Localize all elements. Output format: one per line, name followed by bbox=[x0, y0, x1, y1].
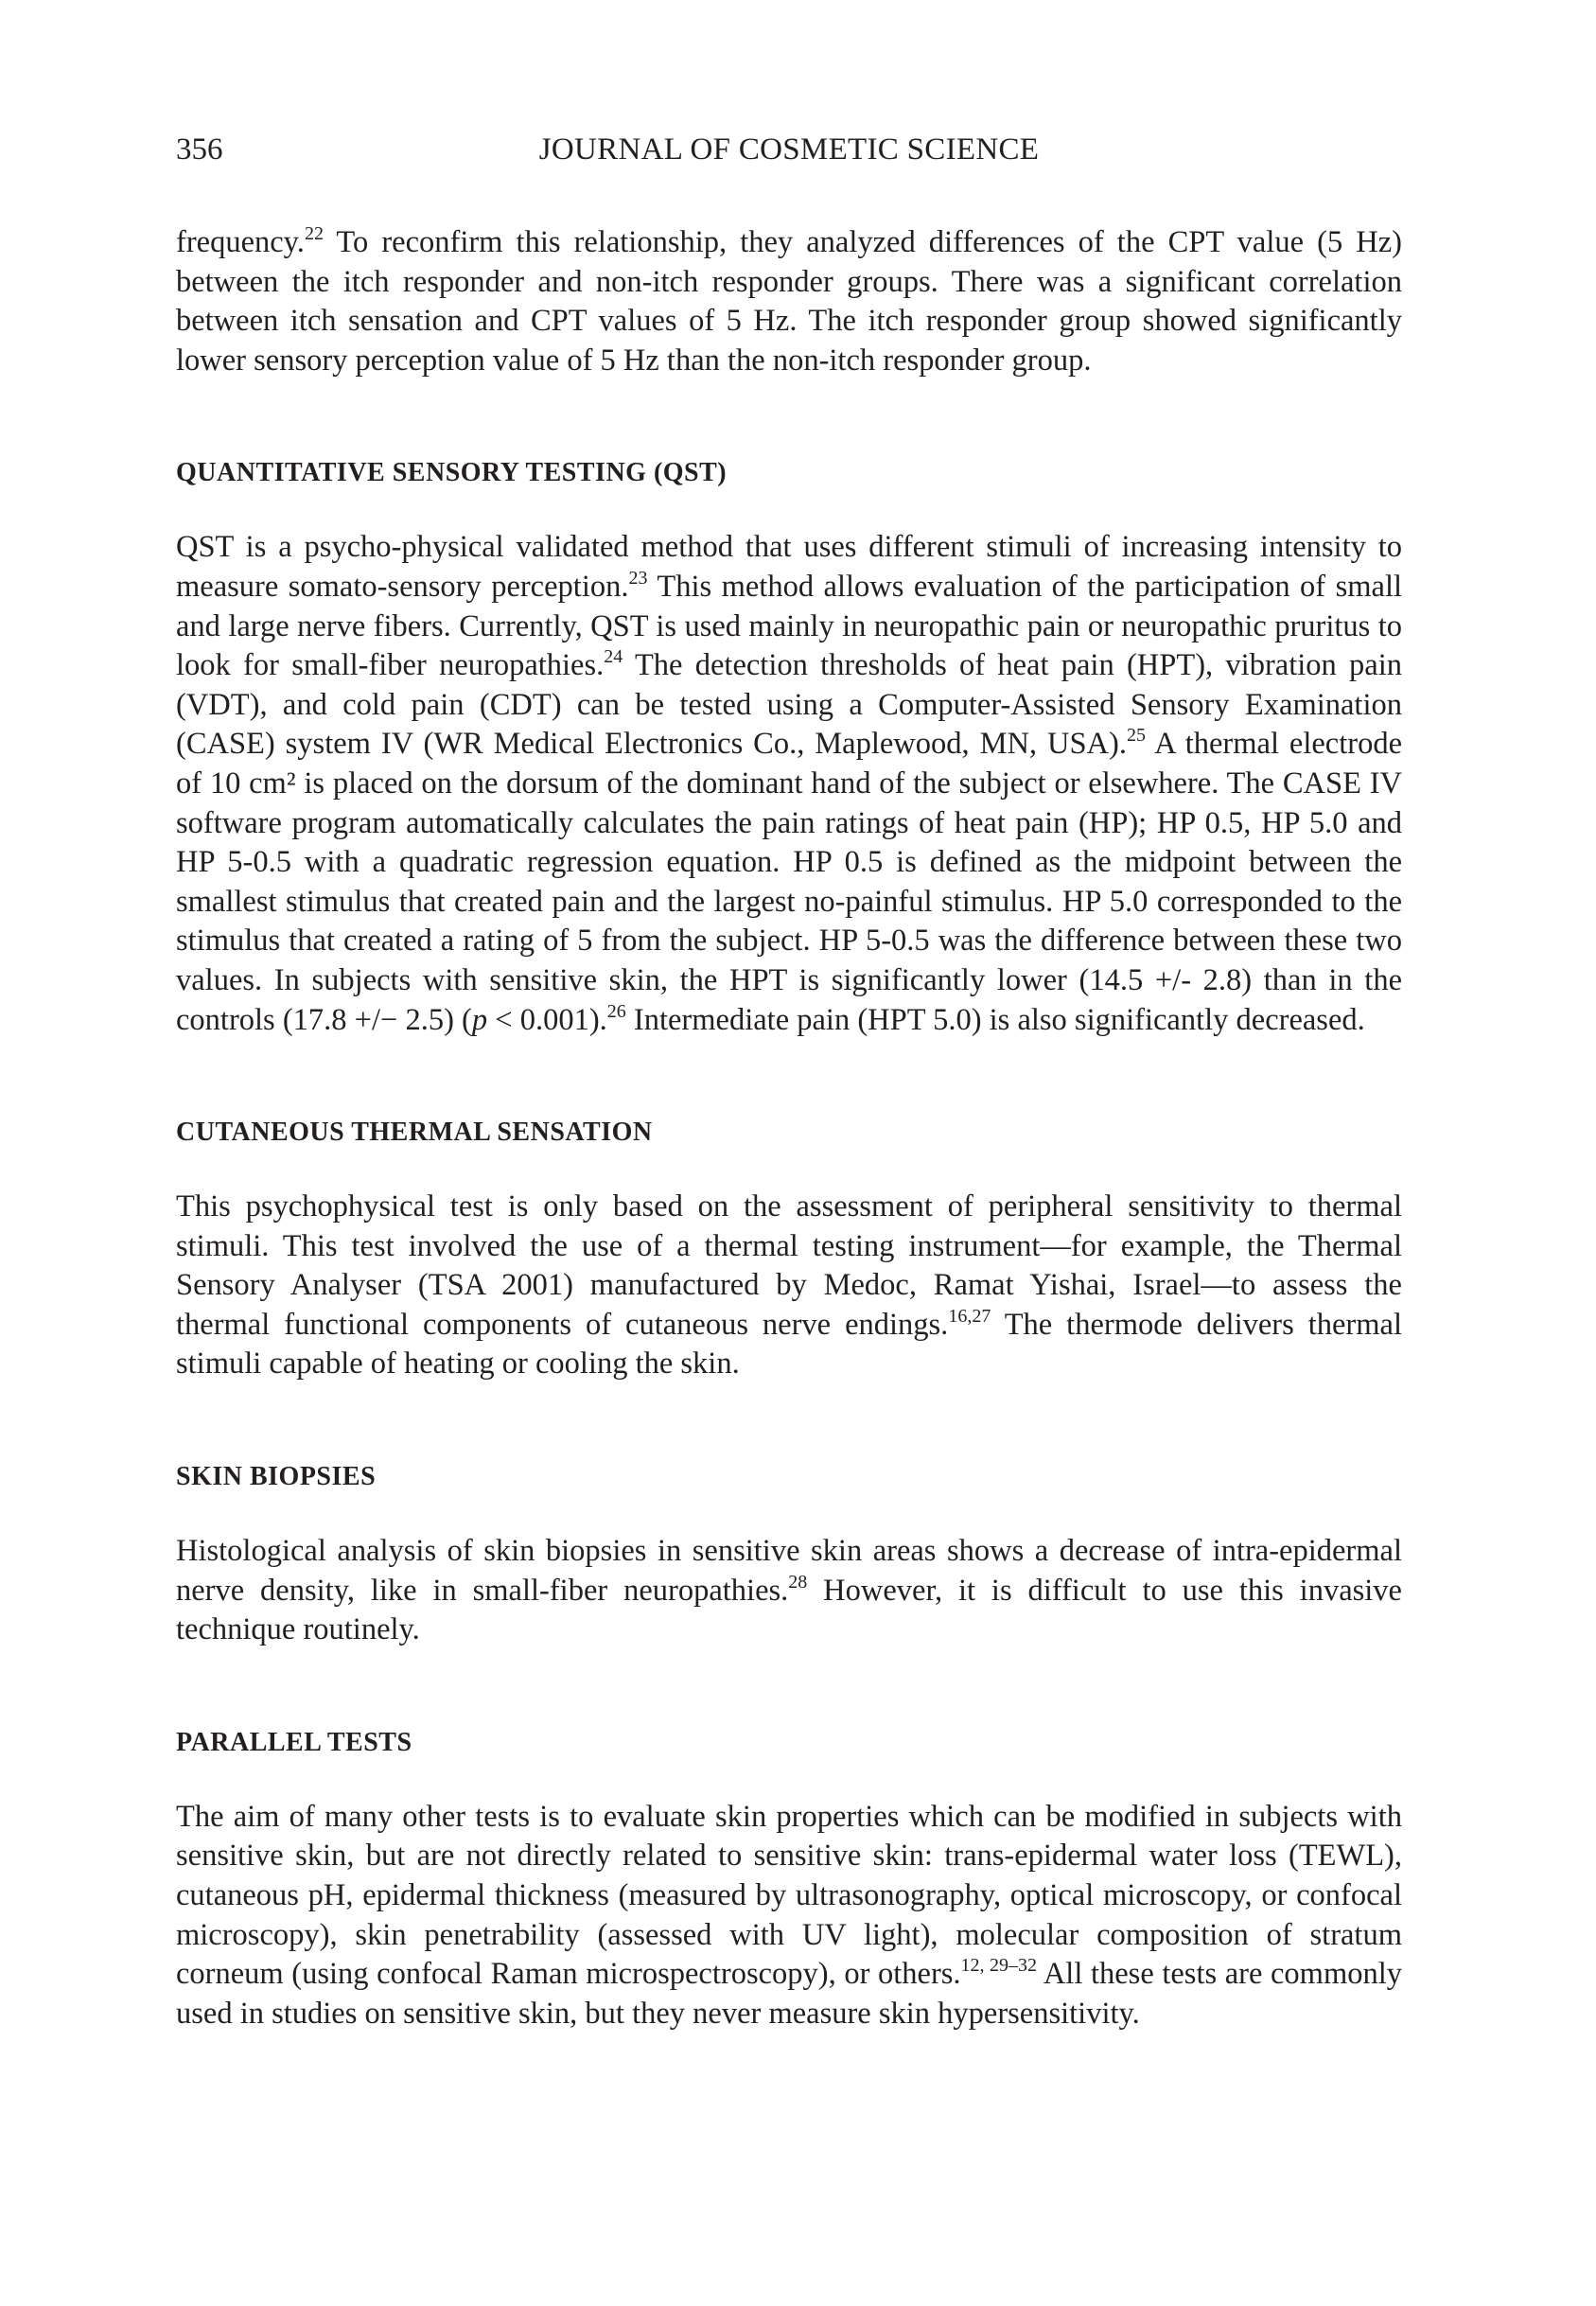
intro-paragraph bbox=[176, 223, 1402, 380]
paragraph-parallel-tests bbox=[176, 1798, 1402, 2034]
text-run: QST is a psycho-physical validated method that uses different stimuli of increasing intensity to measure somato-sensory perception. bbox=[176, 530, 1402, 604]
heading-parallel-tests: PARALLEL TESTS bbox=[176, 1727, 412, 1757]
journal-title: JOURNAL OF COSMETIC SCIENCE bbox=[538, 132, 1040, 167]
text-run: All these tests are commonly used in studies on sensitive skin, but they never measure skin hypersensitivity. bbox=[176, 1957, 1403, 2031]
text-run: The aim of many other tests is to evaluate skin properties which can be modified in subjects with sensitive skin, but are not directly related to sensitive skin: trans-epidermal water loss (TEWL), cutaneous pH, epidermal thickness (measured by ultrasonography, optical microscopy, or confocal microscopy), skin penetrability (assessed with UV light), molecular composition of stratum corneum (using confocal Raman microspectroscopy), or others. bbox=[176, 1799, 1402, 1992]
citation-ref: 25 bbox=[1126, 725, 1146, 747]
citation-ref: 16,27 bbox=[948, 1305, 991, 1327]
paragraph-skin-biopsies bbox=[176, 1532, 1402, 1650]
paragraph-qst bbox=[176, 528, 1402, 1040]
text-run: A thermal electrode of 10 cm² is placed on the dorsum of the dominant hand of the subject or elsewhere. The CASE IV software program automatically calculates the pain ratings of heat pain (HP); HP 0.5, HP 5.0 and HP 5-0.5 with a quadratic regression equation. HP 0.5 is defined as the midpoint between the smallest stimulus that created pain and the largest no-painful stimulus. HP 5.0 corresponded to the stimulus that created a rating of 5 from the subject. HP 5-0.5 was the difference between these two values. In subjects with sensitive skin, the HPT is significantly lower (14.5 +/- 2.8) than in the controls (17.8 +/− 2.5) ( bbox=[176, 727, 1402, 1037]
citation-ref: 12, 29–32 bbox=[960, 1955, 1038, 1977]
text-run: frequency. bbox=[176, 225, 305, 259]
page-number: 356 bbox=[176, 132, 223, 167]
text-run: < 0.001). bbox=[487, 1002, 607, 1037]
citation-ref: 23 bbox=[628, 567, 648, 589]
text-run: This psychophysical test is only based on the assessment of peripheral sensitivity to thermal stimuli. This test involved the use of a thermal testing instrument—for example, the Thermal Sensory Analyser (TSA 2001) manufactured by Medoc, Ramat Yishai, Israel—to assess the thermal functional components of cutaneous nerve endings. bbox=[176, 1189, 1402, 1342]
citation-ref: 28 bbox=[788, 1571, 808, 1593]
heading-skin-biopsies: SKIN BIOPSIES bbox=[176, 1462, 377, 1492]
citation-ref: 26 bbox=[606, 1000, 626, 1022]
text-run: Intermediate pain (HPT 5.0) is also significantly decreased. bbox=[625, 1002, 1365, 1037]
text-run: The thermode delivers thermal stimuli capable of heating or cooling the skin. bbox=[176, 1307, 1402, 1382]
article-body bbox=[176, 223, 1402, 2033]
citation-ref: 22 bbox=[304, 223, 324, 244]
heading-cutaneous-thermal-sensation: CUTANEOUS THERMAL SENSATION bbox=[176, 1118, 653, 1148]
heading-qst: QUANTITATIVE SENSORY TESTING (QST) bbox=[176, 458, 728, 488]
text-run: The detection thresholds of heat pain (HPT), vibration pain (VDT), and cold pain (CDT) can be tested using a Computer-Assisted Sensory Examination (CASE) system IV (WR Medical Electronics Co., Maplewood, MN, USA). bbox=[176, 648, 1402, 762]
text-run: To reconfirm this relationship, they analyzed differences of the CPT value (5 Hz) between the itch responder and non-itch responder groups. There was a significant correlation between itch sensation and CPT values of 5 Hz. The itch responder group showed significantly lower sensory perception value of 5 Hz than the non-itch responder group. bbox=[176, 225, 1402, 378]
citation-ref: 24 bbox=[604, 646, 623, 668]
text-run: This method allows evaluation of the participation of small and large nerve fibers. Currently, QST is used mainly in neuropathic pain or neuropathic pruritus to look for small-fiber neuropathies. bbox=[176, 569, 1403, 683]
italic-text: p bbox=[471, 1002, 488, 1037]
text-run: However, it is difficult to use this invasive technique routinely. bbox=[176, 1573, 1402, 1647]
paragraph-cutaneous-thermal-sensation bbox=[176, 1188, 1402, 1384]
running-head bbox=[176, 131, 1402, 168]
text-run: Histological analysis of skin biopsies in sensitive skin areas shows a decrease of intra-epidermal nerve density, like in small-fiber neuropathies. bbox=[176, 1534, 1402, 1608]
